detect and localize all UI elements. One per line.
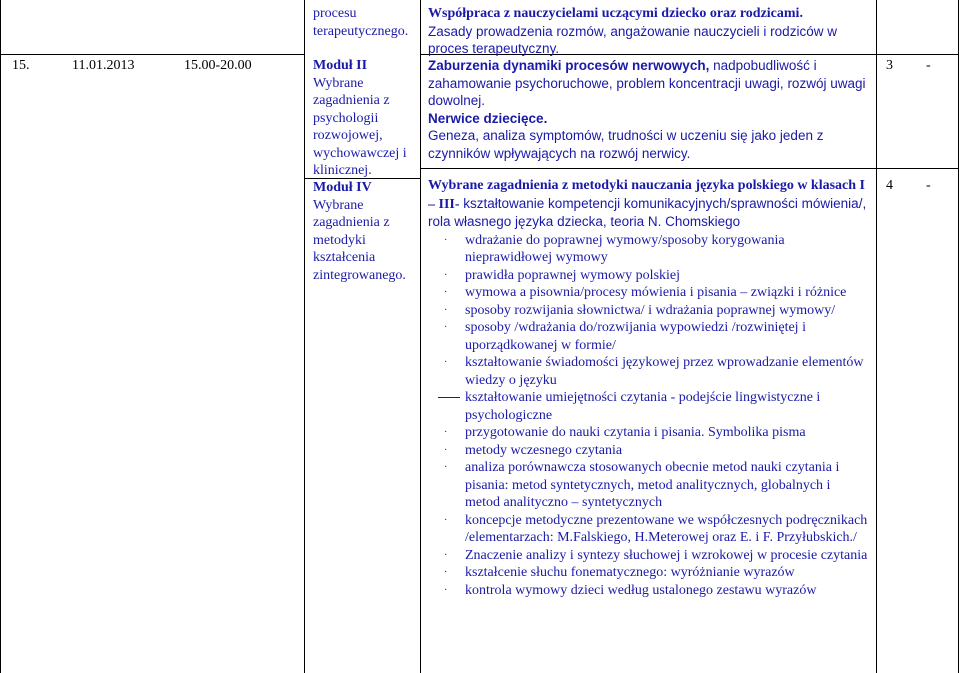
topics-list (438, 232, 868, 600)
module-2-line: zagadnienia z (313, 93, 390, 108)
table-divider (304, 0, 305, 673)
bullet: · (444, 584, 448, 596)
module-2-line: rozwojowej, (313, 128, 383, 143)
bullet: · (444, 514, 448, 526)
bullet: · (444, 444, 448, 456)
list-item (438, 267, 868, 285)
cooperation-text: Zasady prowadzenia rozmów, angażowanie nauczycieli i rodziców w proces terapeutyczny. (428, 23, 837, 56)
block-1-subtitle: Nerwice dziecięce. (428, 110, 548, 126)
bullet: · (444, 462, 448, 473)
block-polish-methodology (428, 177, 868, 599)
bullet: · (444, 567, 448, 578)
block-2-dash: - (926, 178, 931, 193)
block-2-paragraph (428, 177, 868, 232)
session-date: 11.01.2013 (72, 58, 135, 73)
list-item (438, 512, 868, 547)
session-number: 15. (12, 58, 30, 73)
list-item (438, 302, 868, 320)
table-divider (876, 0, 877, 673)
list-item (438, 284, 868, 302)
block-2-title: Wybrane zagadnienia z metodyki nauczania języka polskiego w klasach I – III- (428, 178, 866, 212)
table-border-left (0, 0, 1, 673)
list-item-text: metody wczesnego czytania (465, 442, 623, 458)
module-2-line: klinicznej. (313, 163, 372, 178)
module-4-line: metodyki (313, 232, 366, 248)
block-1-hours: 3 (886, 58, 893, 73)
list-item-text: kontrola wymowy dzieci według ustalonego zestawu wyrazów (465, 582, 817, 598)
list-item-text: sposoby rozwijania słownictwa/ i wdrażania poprawnej wymowy/ (465, 302, 836, 318)
bullet: · (444, 269, 448, 281)
block-1-title: Zaburzenia dynamiki procesów nerwowych, (428, 58, 710, 73)
module-4-title: Moduł IV (313, 180, 372, 195)
list-item (438, 354, 868, 389)
list-item-text: Znaczenie analizy i syntezy słuchowej i wzrokowej w procesie czytania (465, 547, 868, 563)
list-item (438, 319, 868, 354)
block-1-paragraph (428, 57, 868, 110)
list-item-text: wymowa a pisownia/procesy mówienia i pisania – związki i różnice (465, 285, 847, 300)
list-item-text: kształtowanie świadomości językowej przez wprowadzanie elementów wiedzy o języku (465, 355, 864, 388)
module-4-line: Wybrane (313, 197, 364, 213)
dash-bullet (438, 397, 460, 398)
module-line: terapeutycznego. (313, 23, 409, 39)
module-4 (313, 179, 418, 284)
list-item (438, 582, 868, 600)
bullet: · (444, 234, 448, 246)
block-2-text: kształtowanie kompetencji komunikacyjnych/sprawności mówienia/, rola własnego języka dziecka, teoria N. Chomskiego (428, 195, 867, 229)
module-continuation (313, 5, 418, 40)
bullet: · (444, 287, 448, 298)
module-4-line: zintegrowanego. (313, 267, 406, 283)
bullet: · (444, 322, 448, 333)
list-item (438, 547, 868, 565)
block-1-subtext: Geneza, analiza symptomów, trudności w uczeniu się jako jeden z czynników wpływających na rozwój nerwicy. (428, 128, 824, 161)
module-2-line: Wybrane (313, 75, 364, 91)
list-item-text: przygotowanie do nauki czytania i pisania. Symbolika pisma (465, 425, 806, 440)
module-line: procesu (313, 6, 357, 21)
block-nervous-processes (428, 57, 868, 162)
list-item (438, 442, 868, 460)
list-item-text: kształtowanie umiejętności czytania - podejście lingwistyczne i psychologiczne (465, 390, 821, 423)
list-item-text: analiza porównawcza stosowanych obecnie metod nauki czytania i pisania: metod syntetycznych, metod analitycznych, globalnych i metod analityczno – syntetycznych (465, 460, 840, 510)
list-item (438, 389, 868, 424)
row-divider (0, 54, 304, 55)
session-time: 15.00-20.00 (184, 58, 252, 73)
table-divider (420, 0, 421, 673)
list-item (438, 564, 868, 582)
list-item (438, 232, 868, 267)
module-4-line: kształcenia (313, 250, 376, 265)
block-1-text: nadpobudliwość i zahamowanie psychoruchowe, problem koncentracji uwagi, rozwój uwagi dowolnej. (428, 58, 866, 108)
cooperation-heading: Współpraca z nauczycielami uczącymi dziecko oraz rodzicami. (428, 6, 803, 21)
list-item-text: prawidła poprawnej wymowy polskiej (465, 267, 681, 283)
block-1-dash: - (926, 58, 931, 73)
bullet: · (444, 357, 448, 368)
list-item-text: kształcenie słuchu fonematycznego: wyróżnianie wyrazów (465, 565, 795, 580)
top-content (428, 5, 868, 58)
bullet: · (444, 304, 448, 316)
row-divider (420, 168, 959, 169)
list-item-text: wdrażanie do poprawnej wymowy/sposoby korygowania nieprawidłowej wymowy (465, 232, 785, 265)
module-2-line: psychologii (313, 110, 379, 126)
block-2-hours: 4 (886, 178, 893, 193)
module-4-line: zagadnienia z (313, 215, 390, 230)
bullet: · (444, 549, 448, 561)
bullet: · (444, 427, 448, 438)
list-item-text: koncepcje metodyczne prezentowane we współczesnych podręcznikach /elementarzach: M.Falskiego, H.Meterowej oraz E. i F. Przyłubskich./ (465, 512, 868, 545)
list-item-text: sposoby /wdrażania do/rozwijania wypowiedzi /rozwiniętej i uporządkowanej w formie/ (465, 320, 806, 353)
module-2 (313, 57, 418, 180)
list-item (438, 459, 868, 512)
module-2-line: wychowawczej i (313, 145, 407, 161)
list-item (438, 424, 868, 442)
module-2-title: Moduł II (313, 58, 368, 73)
